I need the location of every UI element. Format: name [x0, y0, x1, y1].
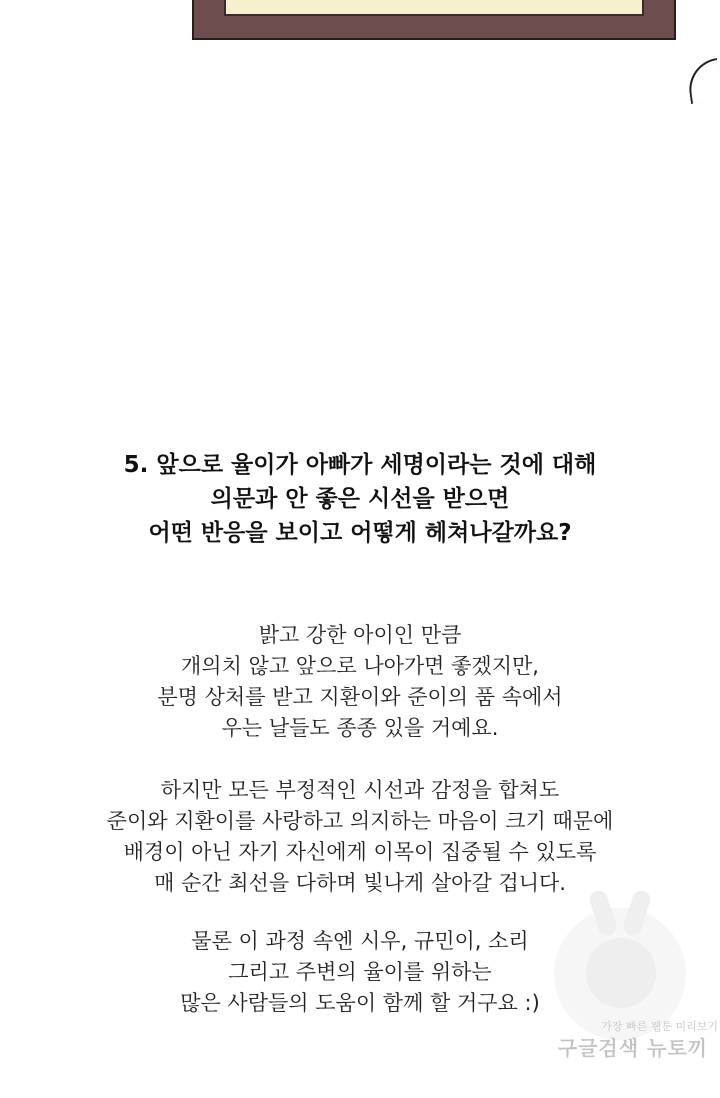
- answer-line: 물론 이 과정 속엔 시우, 규민이, 소리: [191, 929, 529, 953]
- answer-line: 개의치 않고 앞으로 나아가면 좋겠지만,: [181, 654, 539, 678]
- answer-line: 밝고 강한 아이인 만큼: [258, 623, 462, 647]
- answer-line: 준이와 지환이를 사랑하고 의지하는 마음이 크기 때문에: [106, 809, 614, 833]
- answer-line: 많은 사람들의 도움이 함께 할 거구요 :): [180, 991, 540, 1015]
- answer-line: 하지만 모든 부정적인 시선과 감정을 합쳐도: [160, 778, 560, 802]
- answer-line: 배경이 아닌 자기 자신에게 이목이 집중될 수 있도록: [123, 840, 597, 864]
- watermark-small-text: 가장 빠른 웹툰 미리보기: [601, 1020, 718, 1033]
- answer-line: 그리고 주변의 율이를 위하는: [228, 960, 492, 984]
- answer-paragraph-2: [0, 775, 720, 899]
- question-block: [0, 448, 720, 550]
- question-line: 5. 앞으로 율이가 아빠가 세명이라는 것에 대해: [123, 452, 597, 478]
- answer-line: 매 순간 최선을 다하며 빛나게 살아갈 겁니다.: [154, 871, 566, 895]
- question-line: 어떤 반응을 보이고 어떻게 헤쳐나갈까요?: [148, 520, 572, 546]
- picture-frame-canvas: [224, 0, 644, 16]
- answer-paragraph-1: [0, 620, 720, 744]
- watermark-character-icon: [586, 938, 656, 1008]
- picture-frame-illustration: [192, 0, 676, 40]
- illustration-edge-line: [685, 58, 720, 104]
- watermark: [548, 890, 718, 1070]
- answer-line: 분명 상처를 받고 지환이와 준이의 품 속에서: [157, 685, 563, 709]
- watermark-big-text: 구글검색 뉴토끼: [557, 1036, 708, 1060]
- answer-line: 우는 날들도 종종 있을 거예요.: [221, 716, 499, 740]
- question-line: 의문과 안 좋은 시선을 받으면: [210, 486, 510, 512]
